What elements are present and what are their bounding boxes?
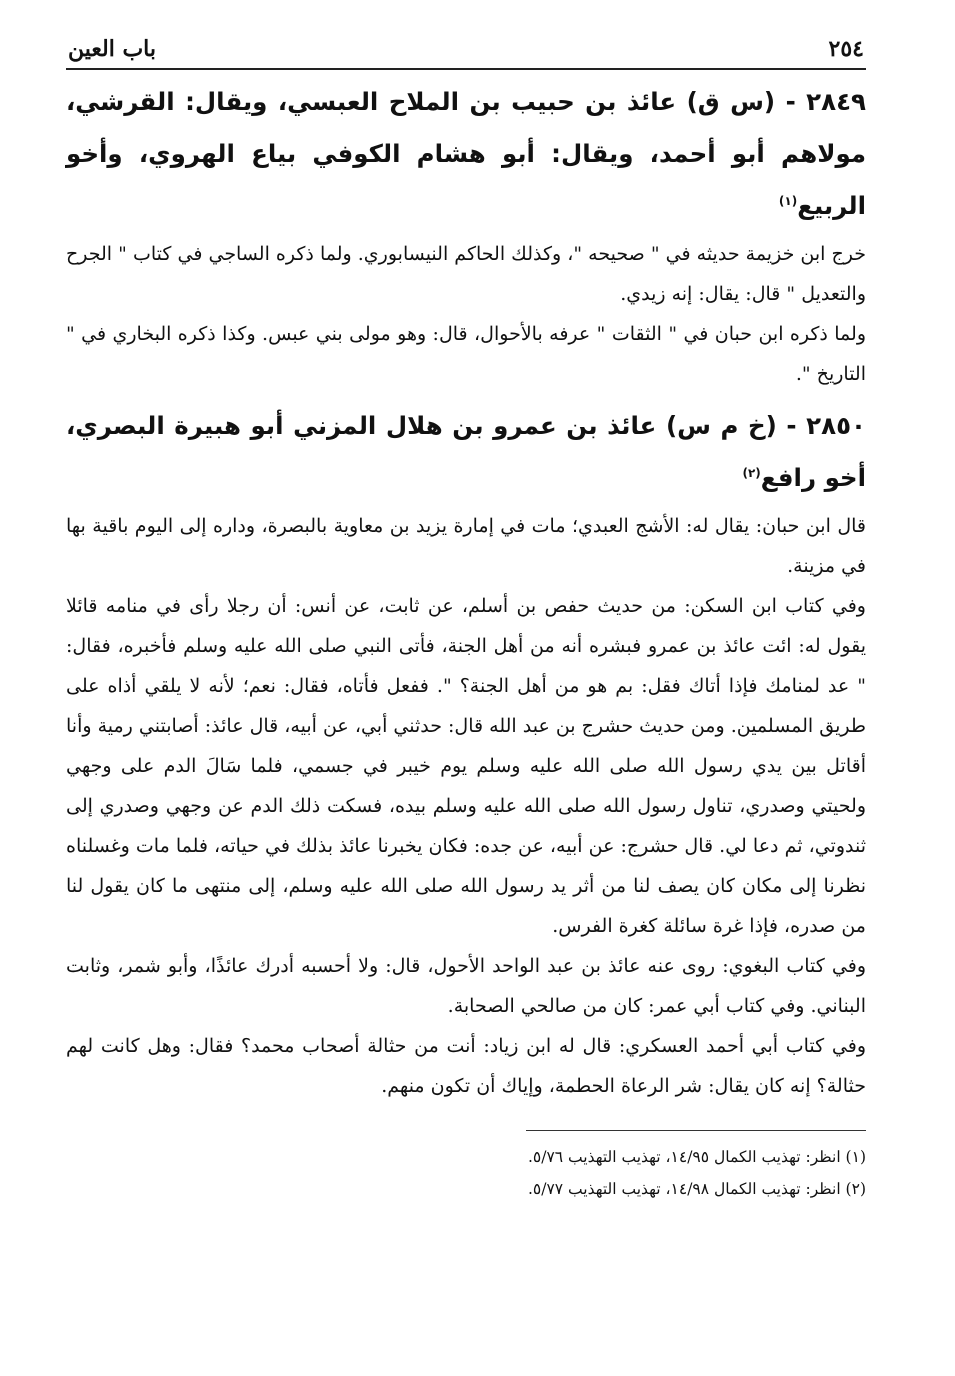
entry-title-text: ٢٨٥٠ - (خ م س) عائذ بن عمرو بن هلال المزني أبو هبيرة البصري، أخو رافع — [66, 411, 866, 492]
paragraph: ولما ذكره ابن حبان في " الثقات " عرفه بالأحوال، قال: وهو مولى بني عبس. وكذا ذكره البخاري في " التاريخ ". — [66, 323, 866, 385]
footnote: (١) انظر: تهذيب الكمال ١٤/٩٥، تهذيب التهذيب ٥/٧٦. — [527, 1148, 866, 1166]
footnote-reference: (١) — [778, 193, 798, 208]
page-number: ٢٥٤ — [828, 36, 864, 62]
chapter-title: باب العين — [68, 36, 157, 62]
paragraph: وفي كتاب البغوي: روى عنه عائذ بن عبد الواحد الأحول، قال: ولا أحسبه أدرك عائذًا، وأبو شمر، وثابت البناني. وفي كتاب أبي عمر: كان من صالحي الصحابة. — [66, 955, 866, 1017]
footnote-reference: (٢) — [742, 465, 761, 480]
entry-2849 — [66, 76, 866, 394]
entry-title-text: ٢٨٤٩ - (س ق) عائذ بن حبيب بن الملاح العبسي، ويقال: القرشي، مولاهم أبو أحمد، ويقال: أبو هشام الكوفي بياع الهروي، وأخو الربيع — [66, 87, 866, 220]
paragraph: وفي كتاب ابن السكن: من حديث حفص بن أسلم، عن ثابت، عن أنس: أن رجلا رأى في منامه قائلا يقول له: ائت عائذ بن عمرو فبشره أنه من أهل الجنة، فأتى النبي صلى الله عليه وسلم فأخبره، فقال: " عد لمنامك فإذا أتاك فقل: بم هو من أهل الجنة؟ ". ففعل فأتاه، فقال: نعم؛ لأنه لا يلقي أذاه على طريق المسلمين. ومن حديث حشرج بن عبد الله قال: حدثني أبي، عن أبيه، قال عائذ: أصابتني رمية وأنا أقاتل بين يدي رسول الله صلى الله عليه وسلم يوم خيبر في جسمي، فلما سَالَ الدم على وجهي ولحيتي وصدري، تناول رسول الله صلى الله عليه وسلم بيده، فسكت ذلك الدم عن وجهي وصدري إلى ثندوتي، ثم دعا لي. قال حشرج: عن أبيه، عن جده: فكان يخبرنا عائذ بذلك في حياته، فلما مات وغسلناه نظرنا إلى مكان كان يصف لنا من أثر يد رسول الله صلى الله عليه وسلم، إلى منتهى ما كان يقول لنا من صدره، فإذا غرة سائلة كغرة الفرس. — [66, 595, 866, 937]
footnote-divider — [526, 1130, 866, 1131]
paragraph: وفي كتاب أبي أحمد العسكري: قال له ابن زياد: أنت من حثالة أصحاب محمد؟ فقال: وهل كانت لهم حثالة؟ إنه كان يقال: شر الرعاة الحطمة، وإياك أن تكون منهم. — [66, 1035, 866, 1097]
entry-title — [66, 400, 866, 504]
book-page — [66, 36, 866, 1205]
running-header — [66, 36, 866, 70]
footnotes — [66, 1141, 866, 1205]
entry-title — [66, 76, 866, 232]
paragraph: قال ابن حبان: يقال له: الأشج العبدي؛ مات في إمارة يزيد بن معاوية بالبصرة، وداره إلى اليوم باقية بها في مزينة. — [66, 515, 866, 577]
entry-2850 — [66, 400, 866, 1106]
paragraph: خرج ابن خزيمة حديثه في " صحيحه "، وكذلك الحاكم النيسابوري. ولما ذكره الساجي في كتاب " الجرح والتعديل " قال: يقال: إنه زيدي. — [66, 243, 866, 305]
footnote: (٢) انظر: تهذيب الكمال ١٤/٩٨، تهذيب التهذيب ٥/٧٧. — [527, 1180, 866, 1198]
